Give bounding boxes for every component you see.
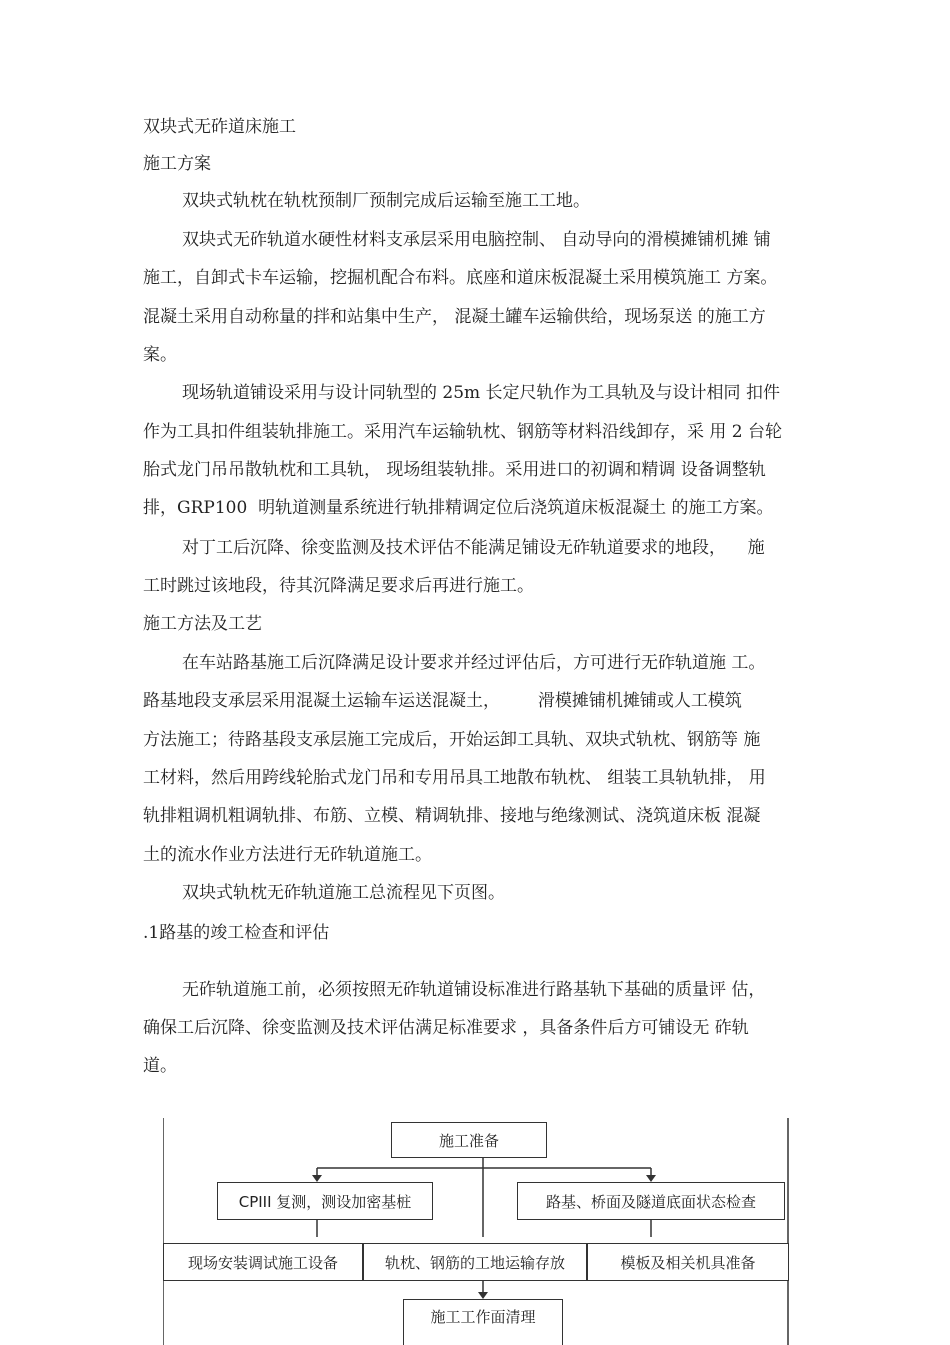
- paragraph-line: 轨排粗调机粗调轨排、布筋、立模、精调轨排、接地与绝缘测试、浇筑道床板 混凝: [143, 806, 761, 826]
- flow-step-material-transport: 轨枕、钢筋的工地运输存放: [363, 1243, 587, 1281]
- flow-step-surface-check: 路基、桥面及隧道底面状态检查: [517, 1182, 785, 1220]
- flow-step-equipment-setup: 现场安装调试施工设备: [163, 1243, 363, 1281]
- paragraph-line: 工材料，然后用跨线轮胎式龙门吊和专用吊具工地散布轨枕、 组装工具轨轨排， 用: [143, 768, 766, 788]
- doc-title: 双块式无砟道床施工: [143, 117, 296, 137]
- paragraph-line: 路基地段支承层采用混凝土运输车运送混凝土， 滑模摊铺机摊铺或人工模筑: [143, 691, 742, 711]
- flow-step-cpiii-survey: CPIII 复测，测设加密基桩: [217, 1182, 433, 1220]
- paragraph-line: 双块式轨枕无砟轨道施工总流程见下页图。: [182, 883, 505, 903]
- paragraph-line: 道。: [143, 1056, 177, 1076]
- flow-step-formwork-prep: 模板及相关机具准备: [587, 1243, 789, 1281]
- flow-step-site-clearing: 施工工作面清理: [403, 1299, 563, 1345]
- section-heading: 施工方案: [143, 154, 211, 174]
- flowchart: [163, 1118, 789, 1345]
- paragraph-line: 确保工后沉降、徐变监测及技术评估满足标准要求 ，具备条件后方可铺设无 砟轨: [143, 1018, 749, 1038]
- paragraph-line: 双块式轨枕在轨枕预制厂预制完成后运输至施工工地。: [182, 191, 590, 211]
- paragraph-line: 方法施工；待路基段支承层施工完成后，开始运卸工具轨、双块式轨枕、钢筋等 施: [143, 730, 761, 750]
- paragraph-line: 在车站路基施工后沉降满足设计要求并经过评估后，方可进行无砟轨道施 工。: [182, 653, 766, 673]
- paragraph-line: 案。: [143, 345, 177, 365]
- paragraph-line: 工时跳过该地段，待其沉降满足要求后再进行施工。: [143, 576, 534, 596]
- paragraph-line: 土的流水作业方法进行无砟轨道施工。: [143, 845, 432, 865]
- paragraph-line: 排，GRP100 明轨道测量系统进行轨排精调定位后浇筑道床板混凝土 的施工方案。: [143, 498, 774, 518]
- section-heading: 施工方法及工艺: [143, 614, 262, 634]
- paragraph-line: 现场轨道铺设采用与设计同轨型的 25m 长定尺轨作为工具轨及与设计相同 扣件: [182, 383, 780, 403]
- paragraph-line: 胎式龙门吊吊散轨枕和工具轨， 现场组装轨排。采用进口的初调和精调 设备调整轨: [143, 460, 766, 480]
- section-heading: .1路基的竣工检查和评估: [143, 923, 330, 943]
- paragraph-line: 作为工具扣件组装轨排施工。采用汽车运输轨枕、钢筋等材料沿线卸存，采 用 2 台轮: [143, 422, 783, 442]
- flow-step-prepare: 施工准备: [391, 1122, 547, 1158]
- paragraph-line: 混凝土采用自动称量的拌和站集中生产， 混凝土罐车运输供给，现场泵送 的施工方: [143, 307, 766, 327]
- paragraph-line: 施工，自卸式卡车运输，挖掘机配合布料。底座和道床板混凝土采用模筑施工 方案。: [143, 268, 778, 288]
- paragraph-line: 双块式无砟轨道水硬性材料支承层采用电脑控制、 自动导向的滑模摊铺机摊 铺: [182, 230, 771, 250]
- paragraph-line: 无砟轨道施工前，必须按照无砟轨道铺设标准进行路基轨下基础的质量评 估，: [182, 980, 766, 1000]
- paragraph-line: 对丁工后沉降、徐变监测及技术评估不能满足铺设无砟轨道要求的地段， 施: [182, 538, 765, 558]
